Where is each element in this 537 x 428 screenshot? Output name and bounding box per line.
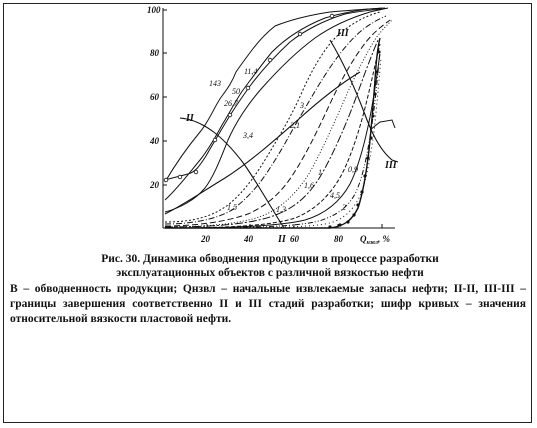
- y-tick-100: 100: [147, 5, 161, 15]
- label-26-7: 26,7: [224, 99, 238, 108]
- y-tick-80: 80: [150, 48, 159, 58]
- x-tick-60: 60: [290, 234, 299, 244]
- label-4-5: 4,5: [330, 191, 340, 200]
- label-143: 143: [209, 79, 221, 88]
- label-11-4: 11,4: [244, 67, 258, 76]
- label-boundary-II: II: [186, 113, 194, 124]
- label-boundary-III-upper: III: [337, 28, 349, 39]
- x-tick-II: II: [278, 234, 286, 245]
- figure-legend-text: В – обводненность продукции; Qнзвл – начальные извлекаемые запасы нефти; II-II, III-III – границы завершения соответственно II и III стадий разработки; шифр кривых – значения относительной вязкости пластовой нефти.: [10, 283, 526, 325]
- label-3: 3: [300, 101, 304, 110]
- y-tick-60: 60: [150, 92, 159, 102]
- curve-26-7: [165, 8, 388, 212]
- x-tick-20: 20: [201, 234, 210, 244]
- x-tick-40: 40: [244, 234, 253, 244]
- y-tick-20: 20: [150, 180, 159, 190]
- caption-line-1: Рис. 30. Динамика обводнения продукции в процессе разработки: [101, 253, 439, 265]
- label-2-1: 2,1: [290, 121, 300, 130]
- curve-143: [165, 8, 385, 182]
- boundary-III-right: [370, 120, 395, 130]
- y-tick-40: 40: [150, 136, 159, 146]
- label-1: 1: [318, 168, 322, 177]
- label-1-3: 1,3: [276, 205, 286, 214]
- curve-0-9: [165, 38, 380, 228]
- figure-caption: [60, 252, 480, 280]
- label-boundary-III-right: III: [385, 160, 397, 171]
- curve-3: [165, 12, 380, 222]
- label-0-9: 0,9: [348, 165, 358, 174]
- label-3-4: 3,4: [243, 131, 253, 140]
- x-tick-80: 80: [334, 234, 343, 244]
- label-1-6: 1,6: [304, 181, 314, 190]
- label-1-5: 1,5: [227, 203, 237, 212]
- label-50: 50: [232, 87, 240, 96]
- curve-11-4: [165, 9, 382, 180]
- caption-line-2: эксплуатационных объектов с различной вязкостью нефти: [116, 267, 424, 279]
- x-axis-label: $Q_{нзвл}$, %: [360, 234, 390, 246]
- curve-3-4: [165, 16, 386, 224]
- label-2: 2: [342, 203, 346, 212]
